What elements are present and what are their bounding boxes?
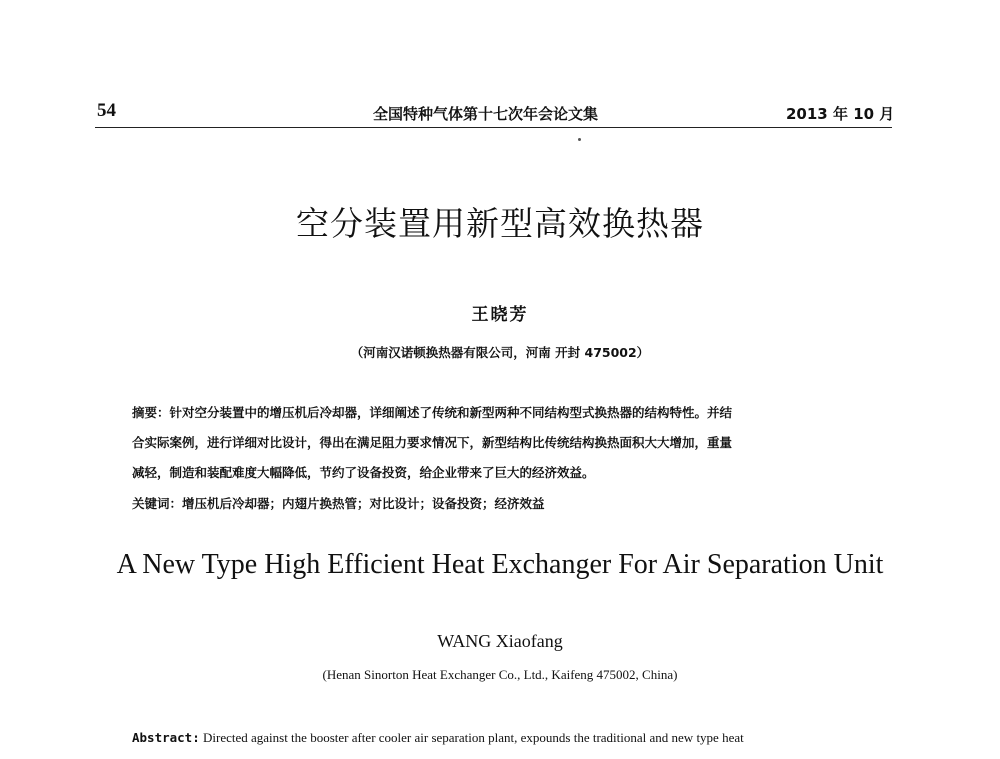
abstract-en-text: Directed against the booster after cooler air separation plant, expounds the traditional and new type heat <box>199 730 744 745</box>
abstract-cn-line: 摘要：针对空分装置中的增压机后冷却器，详细阐述了传统和新型两种不同结构型式换热器的结构特性。并结 <box>132 405 733 420</box>
author-name-cn: 王晓芳 <box>471 305 529 325</box>
affiliation-en: (Henan Sinorton Heat Exchanger Co., Ltd., Kaifeng 475002, China) <box>322 667 678 682</box>
abstract-cn-line: 合实际案例，进行详细对比设计，得出在满足阻力要求情况下，新型结构比传统结构换热面积大大增加，重量 <box>132 435 733 450</box>
author-name-en: WANG Xiaofang <box>437 631 563 651</box>
journal-title: 全国特种气体第十七次年会论文集 <box>373 105 599 123</box>
abstract-en <box>132 730 744 746</box>
header-divider <box>95 127 892 128</box>
abstract-cn-line: 减轻，制造和装配难度大幅降低，节约了设备投资，给企业带来了巨大的经济效益。 <box>132 465 595 480</box>
keywords-cn: 关键词：增压机后冷却器；内翅片换热管；对比设计；设备投资；经济效益 <box>132 496 545 511</box>
paper-title-en: A New Type High Efficient Heat Exchanger For Air Separation Unit <box>116 549 884 580</box>
page-number: 54 <box>97 100 116 121</box>
affiliation-cn: （河南汉诺顿换热器有限公司，河南 开封 475002） <box>350 345 650 360</box>
abstract-en-label: Abstract: <box>132 730 200 745</box>
scan-speck <box>578 138 581 141</box>
paper-title-cn: 空分装置用新型高效换热器 <box>296 204 704 243</box>
publication-date: 2013 年 10 月 <box>786 105 895 123</box>
